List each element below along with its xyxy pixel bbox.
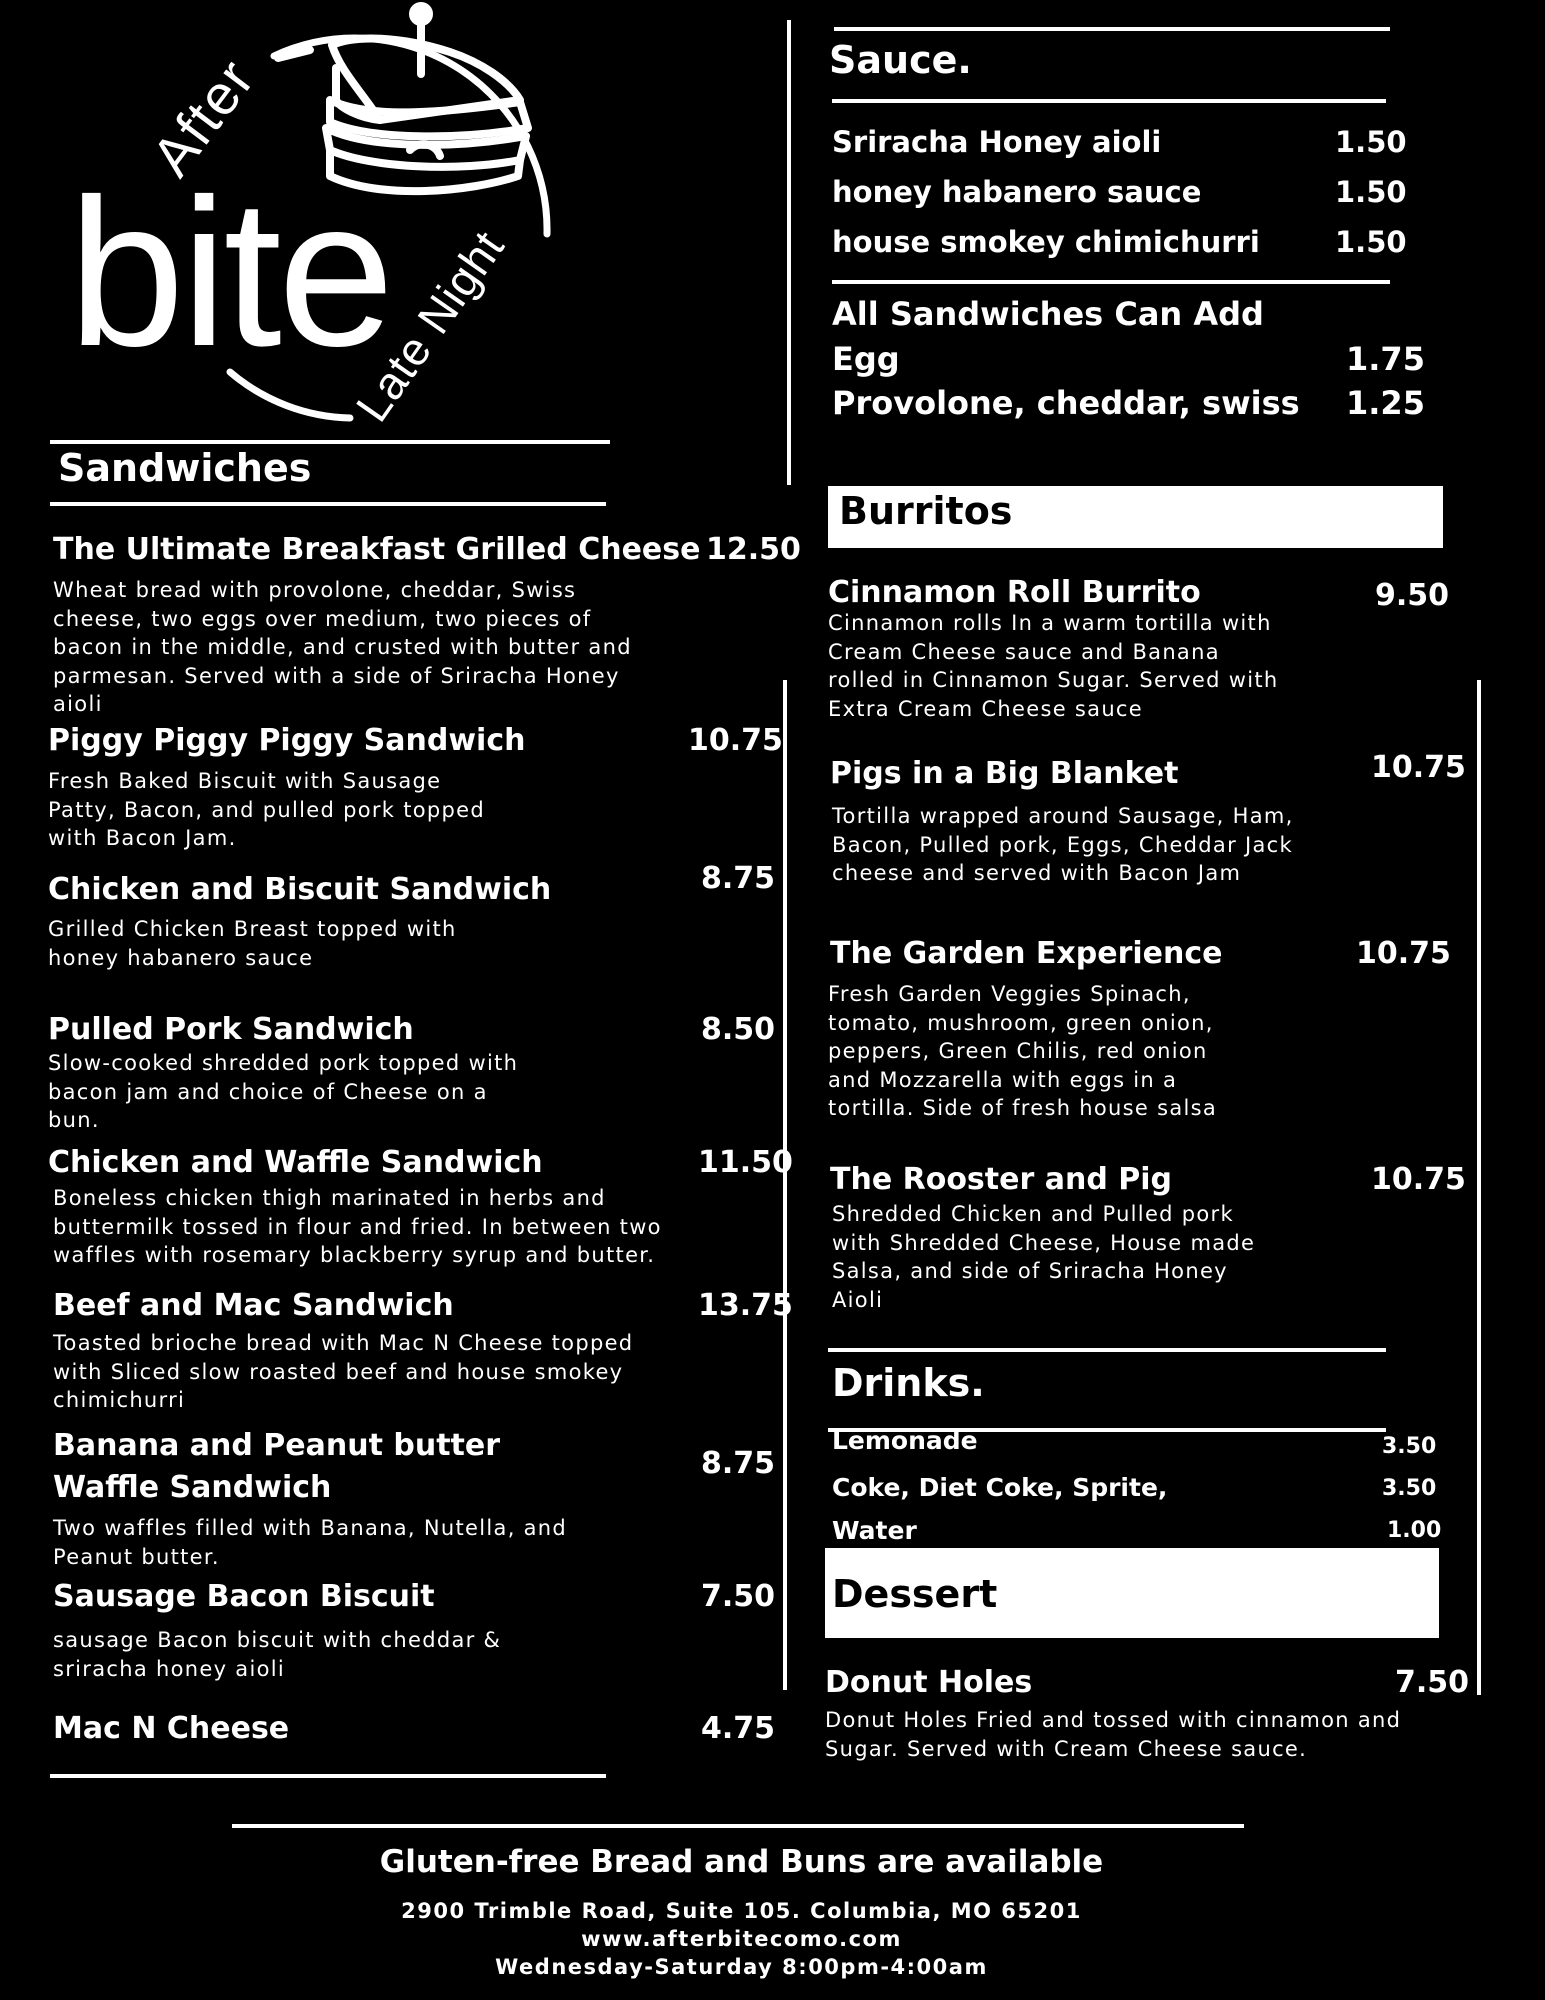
item-price: 10.75 [1356,936,1451,971]
after-bite-logo [40,0,580,440]
drink-price: 3.50 [1382,1434,1437,1459]
item-name: Banana and Peanut butter Waffle Sandwich [53,1428,501,1505]
item-description: Boneless chicken thigh marinated in herbs and buttermilk tossed in flour and fried. In between two waffles with rosemary blackberry syrup and butter. [53,1186,662,1267]
item-name: Beef and Mac Sandwich [53,1288,454,1323]
item-price: 10.75 [1371,1162,1466,1197]
footer-address: 2900 Trimble Road, Suite 105. Columbia, MO 65201 [401,1899,1082,1923]
item-description: Two waffles filled with Banana, Nutella, and Peanut butter. [53,1516,568,1569]
sauce-top-rule [834,27,1390,31]
item-name: Cinnamon Roll Burrito [828,575,1201,610]
item-price: 11.50 [698,1145,793,1180]
item-name: The Garden Experience [830,936,1223,971]
addons-top-rule [832,280,1390,284]
item-name: The Ultimate Breakfast Grilled Cheese [53,532,701,567]
item-name: Pigs in a Big Blanket [830,756,1179,791]
drink-name: Coke, Diet Coke, Sprite, [832,1473,1168,1502]
item-description: Wheat bread with provolone, cheddar, Swiss cheese, two eggs over medium, two pieces of bacon in the middle, and crusted with butter and parmesan. Served with a side of Sriracha Honey aioli [53,578,632,716]
sauce-price: 1.50 [1335,225,1407,259]
addons-title: All Sandwiches Can Add [832,295,1264,333]
item-name: Chicken and Biscuit Sandwich [48,872,552,907]
sauce-title: Sauce. [829,38,972,82]
sandwiches-top-rule [50,440,610,444]
sauce-bottom-rule [832,99,1386,103]
item-name: Sausage Bacon Biscuit [53,1579,435,1614]
column-divider-left-lower [783,680,787,1690]
gluten-free-notice: Gluten-free Bread and Buns are available [379,1844,1104,1880]
sauce-name: house smokey chimichurri [832,225,1260,259]
drinks-title: Drinks. [832,1361,985,1405]
item-price: 8.75 [701,1446,776,1481]
addon-price: 1.25 [1346,384,1425,422]
item-price: 8.75 [701,861,776,896]
item-price: 7.50 [701,1579,776,1614]
logo-after-text: After [139,46,267,188]
item-name: Piggy Piggy Piggy Sandwich [48,723,526,758]
sandwiches-bottom-rule [50,502,606,506]
drinks-top-rule [828,1348,1386,1352]
burritos-title: Burritos [839,489,1013,533]
addon-name: Provolone, cheddar, swiss [832,384,1300,422]
item-name: Pulled Pork Sandwich [48,1012,414,1047]
drink-price: 1.00 [1387,1518,1442,1543]
footer-hours: Wednesday-Saturday 8:00pm-4:00am [495,1955,988,1979]
item-description: Shredded Chicken and Pulled pork with Shredded Cheese, House made Salsa, and side of Sriracha Honey Aioli [832,1202,1256,1312]
item-price: 4.75 [701,1711,776,1746]
item-price: 10.75 [1371,750,1466,785]
drink-name: Lemonade [832,1426,978,1455]
sandwiches-end-rule [50,1774,606,1778]
item-price: 7.50 [1395,1665,1470,1700]
item-description: sausage Bacon biscuit with cheddar & sriracha honey aioli [53,1628,502,1681]
sauce-name: honey habanero sauce [832,175,1202,209]
item-price: 12.50 [706,532,801,567]
sauce-price: 1.50 [1335,175,1407,209]
drink-price: 3.50 [1382,1476,1437,1501]
item-description: Tortilla wrapped around Sausage, Ham, Bacon, Pulled pork, Eggs, Cheddar Jack cheese and served with Bacon Jam [832,804,1294,885]
logo-name-text: bite [68,155,391,390]
item-name: Chicken and Waffle Sandwich [48,1145,543,1180]
item-description: Grilled Chicken Breast topped with honey habanero sauce [48,917,457,970]
addon-price: 1.75 [1346,340,1425,378]
sauce-price: 1.50 [1335,125,1407,159]
item-description: Donut Holes Fried and tossed with cinnamon and Sugar. Served with Cream Cheese sauce. [825,1708,1402,1761]
dessert-title: Dessert [832,1572,998,1616]
item-description: Cinnamon rolls In a warm tortilla with Cream Cheese sauce and Banana rolled in Cinnamon Sugar. Served with Extra Cream Cheese sauce [828,611,1279,721]
logo-tagline-text: Late Night [345,220,515,431]
sauce-name: Sriracha Honey aioli [832,125,1162,159]
item-price: 9.50 [1375,578,1450,613]
item-price: 10.75 [688,723,783,758]
column-divider-right [1477,680,1481,1695]
footer-rule [232,1824,1244,1828]
sandwiches-title: Sandwiches [58,446,312,490]
item-name: Donut Holes [825,1665,1033,1700]
item-price: 13.75 [698,1288,793,1323]
item-description: Slow-cooked shredded pork topped with bacon jam and choice of Cheese on a bun. [48,1051,519,1132]
addon-name: Egg [832,340,900,378]
item-description: Toasted brioche bread with Mac N Cheese topped with Sliced slow roasted beef and house smokey chimichurri [53,1331,634,1412]
item-name: Mac N Cheese [53,1711,290,1746]
column-divider-top [787,20,791,485]
drink-name: Water [832,1516,917,1545]
item-description: Fresh Baked Biscuit with Sausage Patty, Bacon, and pulled pork topped with Bacon Jam. [48,769,486,850]
item-price: 8.50 [701,1012,776,1047]
item-name: The Rooster and Pig [830,1162,1172,1197]
item-description: Fresh Garden Veggies Spinach, tomato, mushroom, green onion, peppers, Green Chilis, red onion and Mozzarella with eggs in a tortilla. Side of fresh house salsa [828,982,1218,1120]
footer-website: www.afterbitecomo.com [581,1927,902,1951]
